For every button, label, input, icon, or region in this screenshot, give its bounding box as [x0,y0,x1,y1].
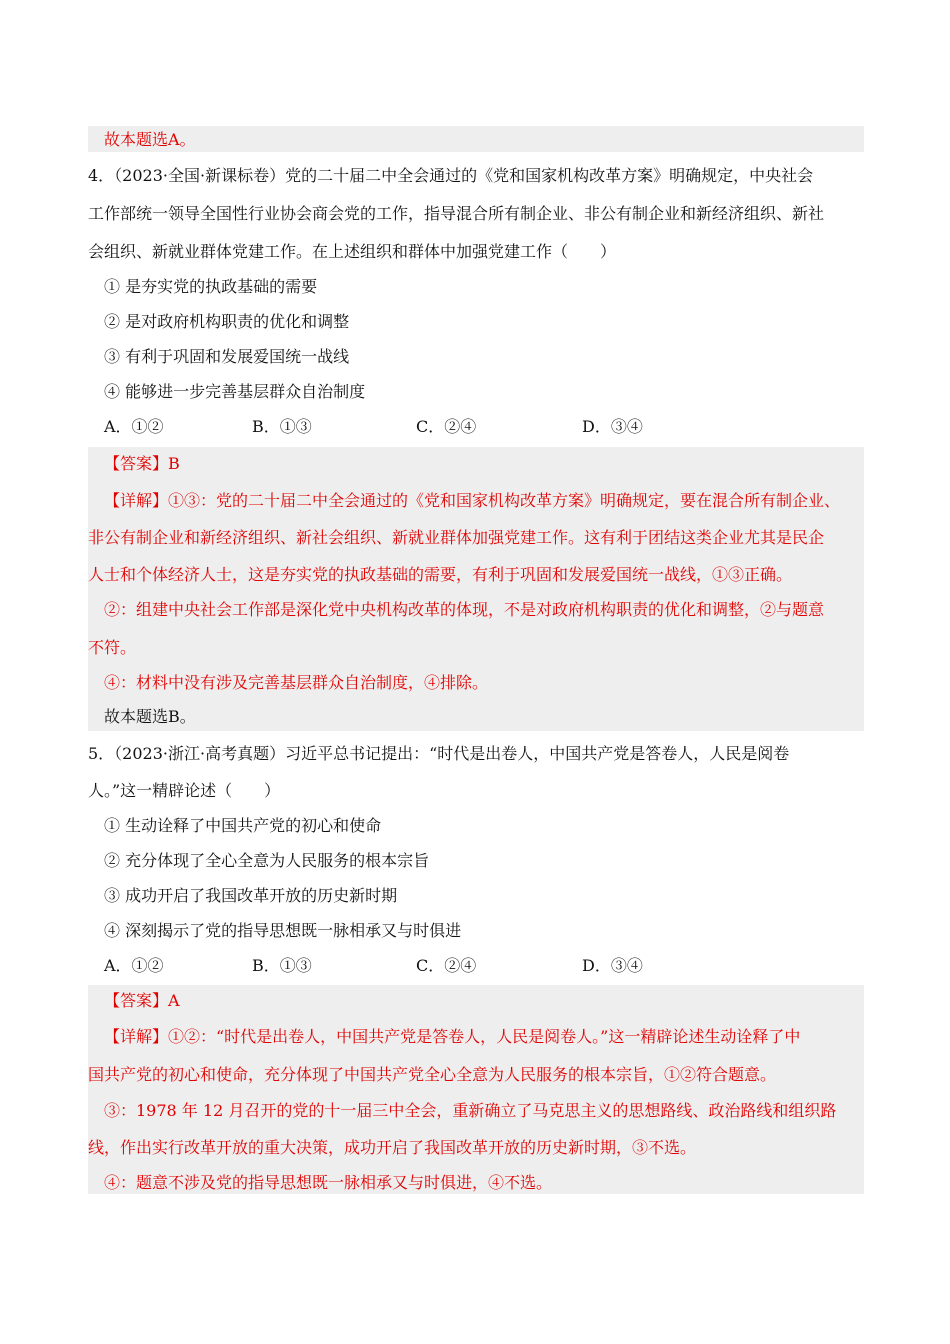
q5-option-b: B．①③ [252,956,312,975]
q5-item-4: ④ 深刻揭示了党的指导思想既一脉相承又与时俱进 [104,921,462,940]
q5-detail-line-2: 国共产党的初心和使命，充分体现了中国共产党全心全意为人民服务的根本宗旨，①②符合题意。 [88,1065,777,1084]
q5-detail-line-3: ③：1978 年 12 月召开的党的十一届三中全会，重新确立了马克思主义的思想路线、政治路线和组织路 [104,1101,837,1120]
q4-detail-line-4: ②：组建中央社会工作部是深化党中央机构改革的体现，不是对政府机构职责的优化和调整，②与题意 [104,600,825,619]
q4-detail-line-5: 不符。 [88,638,137,657]
q4-stem-line-1: 4．（2023·全国·新课标卷）党的二十届二中全会通过的《党和国家机构改革方案》明确规定，中央社会 [88,166,814,185]
q5-option-d: D．③④ [582,956,643,975]
q4-option-b: B．①③ [252,417,312,436]
q4-option-c: C．②④ [416,417,477,436]
q4-detail-line-1: 【详解】①③：党的二十届二中全会通过的《党和国家机构改革方案》明确规定，要在混合所有制企业、 [104,491,841,510]
q4-option-a: A．①② [104,417,164,436]
q5-item-1: ① 生动诠释了中国共产党的初心和使命 [104,816,382,835]
q4-detail-line-2: 非公有制企业和新经济组织、新社会组织、新就业群体加强党建工作。这有利于团结这类企业尤其是民企 [88,528,825,547]
q4-item-1: ① 是夯实党的执政基础的需要 [104,277,318,296]
q5-detail-line-5: ④：题意不涉及党的指导思想既一脉相承又与时俱进，④不选。 [104,1173,553,1192]
q5-stem-line-2: 人。”这一精辟论述（ ） [88,781,281,800]
q4-detail-line-6: ④：材料中没有涉及完善基层群众自治制度，④排除。 [104,673,489,692]
q4-item-4: ④ 能够进一步完善基层群众自治制度 [104,382,366,401]
q4-option-d: D．③④ [582,417,643,436]
q5-detail-line-4: 线，作出实行改革开放的重大决策，成功开启了我国改革开放的历史新时期，③不选。 [88,1138,697,1157]
q5-option-c: C．②④ [416,956,477,975]
q4-detail-line-3: 人士和个体经济人士，这是夯实党的执政基础的需要，有利于巩固和发展爱国统一战线，①③正确。 [88,565,793,584]
q4-item-3: ③ 有利于巩固和发展爱国统一战线 [104,347,350,366]
q4-answer: 【答案】B [104,454,180,473]
q4-conclusion: 故本题选B。 [104,707,196,726]
q4-item-2: ② 是对政府机构职责的优化和调整 [104,312,350,331]
q5-answer: 【答案】A [104,991,180,1010]
q4-stem-line-3: 会组织、新就业群体党建工作。在上述组织和群体中加强党建工作（ ） [88,242,617,261]
q4-stem-line-2: 工作部统一领导全国性行业协会商会党的工作，指导混合所有制企业、非公有制企业和新经济组织、新社 [88,204,825,223]
q5-item-3: ③ 成功开启了我国改革开放的历史新时期 [104,886,398,905]
q5-option-a: A．①② [104,956,164,975]
q5-item-2: ② 充分体现了全心全意为人民服务的根本宗旨 [104,851,430,870]
q3-conclusion: 故本题选A。 [104,130,196,149]
q5-stem-line-1: 5．（2023·浙江·高考真题）习近平总书记提出：“时代是出卷人，中国共产党是答卷人，人民是阅卷 [88,744,790,763]
answer-block-shading [88,985,864,1194]
q5-detail-line-1: 【详解】①②：“时代是出卷人，中国共产党是答卷人，人民是阅卷人。”这一精辟论述生动诠释了中 [104,1027,801,1046]
